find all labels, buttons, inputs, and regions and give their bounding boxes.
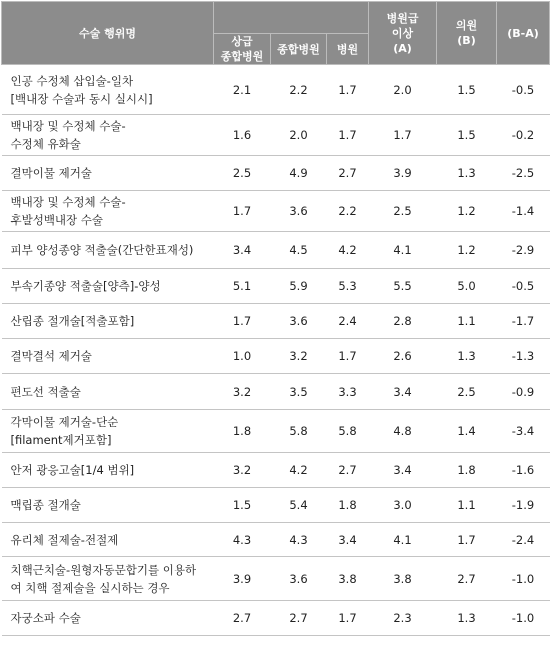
table-row <box>2 488 550 523</box>
hospital-cell: 1.8 <box>327 488 369 523</box>
procedure-name-cell: 피부 양성종양 적출술(간단한표재성) <box>2 232 214 269</box>
clinic-cell: 1.8 <box>437 453 497 488</box>
hospital-cell: 3.4 <box>327 523 369 557</box>
hospital-cell: 2.7 <box>327 156 369 191</box>
data-table <box>1 1 550 636</box>
table-body <box>2 65 550 636</box>
table-row <box>2 410 550 453</box>
diff-cell: -1.0 <box>497 557 550 601</box>
tertiary-cell: 2.5 <box>214 156 271 191</box>
clinic-cell: 2.7 <box>437 557 497 601</box>
hospital-above-cell: 4.8 <box>369 410 437 453</box>
general-cell: 3.6 <box>271 304 327 339</box>
hospital-cell: 1.7 <box>327 65 369 115</box>
tertiary-cell: 1.0 <box>214 339 271 374</box>
procedure-name-cell: 자궁소파 수술 <box>2 601 214 636</box>
tertiary-cell: 5.1 <box>214 269 271 304</box>
table-row <box>2 269 550 304</box>
diff-cell: -2.9 <box>497 232 550 269</box>
clinic-cell: 1.3 <box>437 601 497 636</box>
general-cell: 3.6 <box>271 557 327 601</box>
general-cell: 3.2 <box>271 339 327 374</box>
table-row <box>2 374 550 410</box>
hospital-cell: 5.3 <box>327 269 369 304</box>
clinic-cell: 1.7 <box>437 523 497 557</box>
general-cell: 5.8 <box>271 410 327 453</box>
hospital-cell: 5.8 <box>327 410 369 453</box>
hospital-above-cell: 2.0 <box>369 65 437 115</box>
hospital-above-cell: 2.5 <box>369 191 437 232</box>
tertiary-cell: 4.3 <box>214 523 271 557</box>
procedure-name-cell: 치핵근치술-원형자동문합기를 이용하 여 치핵 절제술을 실시하는 경우 <box>2 557 214 601</box>
general-cell: 2.7 <box>271 601 327 636</box>
hospital-cell: 2.2 <box>327 191 369 232</box>
clinic-cell: 1.3 <box>437 339 497 374</box>
procedure-name-cell: 맥립종 절개술 <box>2 488 214 523</box>
header-general: 종합병원 <box>271 34 327 65</box>
hospital-above-cell: 3.4 <box>369 374 437 410</box>
general-cell: 4.3 <box>271 523 327 557</box>
table-row <box>2 304 550 339</box>
hospital-above-cell: 5.5 <box>369 269 437 304</box>
clinic-cell: 1.2 <box>437 232 497 269</box>
table-row <box>2 232 550 269</box>
general-cell: 4.9 <box>271 156 327 191</box>
diff-cell: -0.2 <box>497 115 550 156</box>
tertiary-cell: 1.8 <box>214 410 271 453</box>
hospital-cell: 1.7 <box>327 601 369 636</box>
hospital-above-cell: 2.6 <box>369 339 437 374</box>
table-row <box>2 523 550 557</box>
header-tertiary: 상급 종합병원 <box>214 34 271 65</box>
procedure-name-cell: 결막이물 제거술 <box>2 156 214 191</box>
tertiary-cell: 3.2 <box>214 374 271 410</box>
procedure-name-cell: 결막결석 제거술 <box>2 339 214 374</box>
hospital-above-cell: 3.4 <box>369 453 437 488</box>
general-cell: 3.6 <box>271 191 327 232</box>
diff-cell: -2.5 <box>497 156 550 191</box>
hospital-cell: 2.7 <box>327 453 369 488</box>
tertiary-cell: 1.6 <box>214 115 271 156</box>
header-procedure: 수술 행위명 <box>2 2 214 65</box>
table-row <box>2 115 550 156</box>
clinic-cell: 1.1 <box>437 488 497 523</box>
tertiary-cell: 1.7 <box>214 304 271 339</box>
hospital-above-cell: 1.7 <box>369 115 437 156</box>
tertiary-cell: 3.4 <box>214 232 271 269</box>
clinic-cell: 1.3 <box>437 156 497 191</box>
hospital-above-cell: 3.0 <box>369 488 437 523</box>
header-hospital-above: 병원급 이상 (A) <box>369 2 437 65</box>
diff-cell: -3.4 <box>497 410 550 453</box>
clinic-cell: 1.2 <box>437 191 497 232</box>
table-row <box>2 339 550 374</box>
general-cell: 4.2 <box>271 453 327 488</box>
clinic-cell: 5.0 <box>437 269 497 304</box>
table-row <box>2 557 550 601</box>
header-hospital: 병원 <box>327 34 369 65</box>
table-row <box>2 156 550 191</box>
hospital-above-cell: 2.8 <box>369 304 437 339</box>
tertiary-cell: 2.1 <box>214 65 271 115</box>
diff-cell: -1.4 <box>497 191 550 232</box>
general-cell: 2.2 <box>271 65 327 115</box>
tertiary-cell: 3.2 <box>214 453 271 488</box>
tertiary-cell: 2.7 <box>214 601 271 636</box>
procedure-name-cell: 부속기종양 적출술[양측]-양성 <box>2 269 214 304</box>
clinic-cell: 1.1 <box>437 304 497 339</box>
diff-cell: -1.0 <box>497 601 550 636</box>
diff-cell: -1.9 <box>497 488 550 523</box>
hospital-cell: 3.3 <box>327 374 369 410</box>
procedure-name-cell: 각막이물 제거술-단순 [filament제거포함] <box>2 410 214 453</box>
diff-cell: -1.3 <box>497 339 550 374</box>
table-row <box>2 191 550 232</box>
diff-cell: -1.7 <box>497 304 550 339</box>
diff-cell: -0.9 <box>497 374 550 410</box>
hospital-above-cell: 2.3 <box>369 601 437 636</box>
table-row <box>2 65 550 115</box>
clinic-cell: 1.4 <box>437 410 497 453</box>
clinic-cell: 2.5 <box>437 374 497 410</box>
hospital-cell: 2.4 <box>327 304 369 339</box>
procedure-name-cell: 안저 광응고술[1/4 범위] <box>2 453 214 488</box>
procedure-name-cell: 산립종 절개술[적출포함] <box>2 304 214 339</box>
header-clinic: 의원 (B) <box>437 2 497 65</box>
procedure-name-cell: 인공 수정체 삽입술-일차 [백내장 수술과 동시 실시시] <box>2 65 214 115</box>
hospital-cell: 3.8 <box>327 557 369 601</box>
diff-cell: -0.5 <box>497 269 550 304</box>
header-group-blank <box>214 2 369 34</box>
diff-cell: -1.6 <box>497 453 550 488</box>
procedure-name-cell: 유리체 절제술-전절제 <box>2 523 214 557</box>
tertiary-cell: 3.9 <box>214 557 271 601</box>
procedure-name-cell: 백내장 및 수정체 수술- 후발성백내장 수술 <box>2 191 214 232</box>
table-row <box>2 453 550 488</box>
hospital-above-cell: 4.1 <box>369 232 437 269</box>
hospital-cell: 4.2 <box>327 232 369 269</box>
hospital-above-cell: 3.8 <box>369 557 437 601</box>
hospital-above-cell: 3.9 <box>369 156 437 191</box>
hospital-cell: 1.7 <box>327 339 369 374</box>
general-cell: 5.4 <box>271 488 327 523</box>
general-cell: 3.5 <box>271 374 327 410</box>
header-diff: (B-A) <box>497 2 550 65</box>
diff-cell: -2.4 <box>497 523 550 557</box>
tertiary-cell: 1.7 <box>214 191 271 232</box>
hospital-above-cell: 4.1 <box>369 523 437 557</box>
clinic-cell: 1.5 <box>437 65 497 115</box>
diff-cell: -0.5 <box>497 65 550 115</box>
tertiary-cell: 1.5 <box>214 488 271 523</box>
clinic-cell: 1.5 <box>437 115 497 156</box>
procedure-name-cell: 백내장 및 수정체 수술- 수정체 유화술 <box>2 115 214 156</box>
general-cell: 4.5 <box>271 232 327 269</box>
procedure-name-cell: 편도선 적출술 <box>2 374 214 410</box>
general-cell: 5.9 <box>271 269 327 304</box>
table-row <box>2 601 550 636</box>
general-cell: 2.0 <box>271 115 327 156</box>
hospital-cell: 1.7 <box>327 115 369 156</box>
